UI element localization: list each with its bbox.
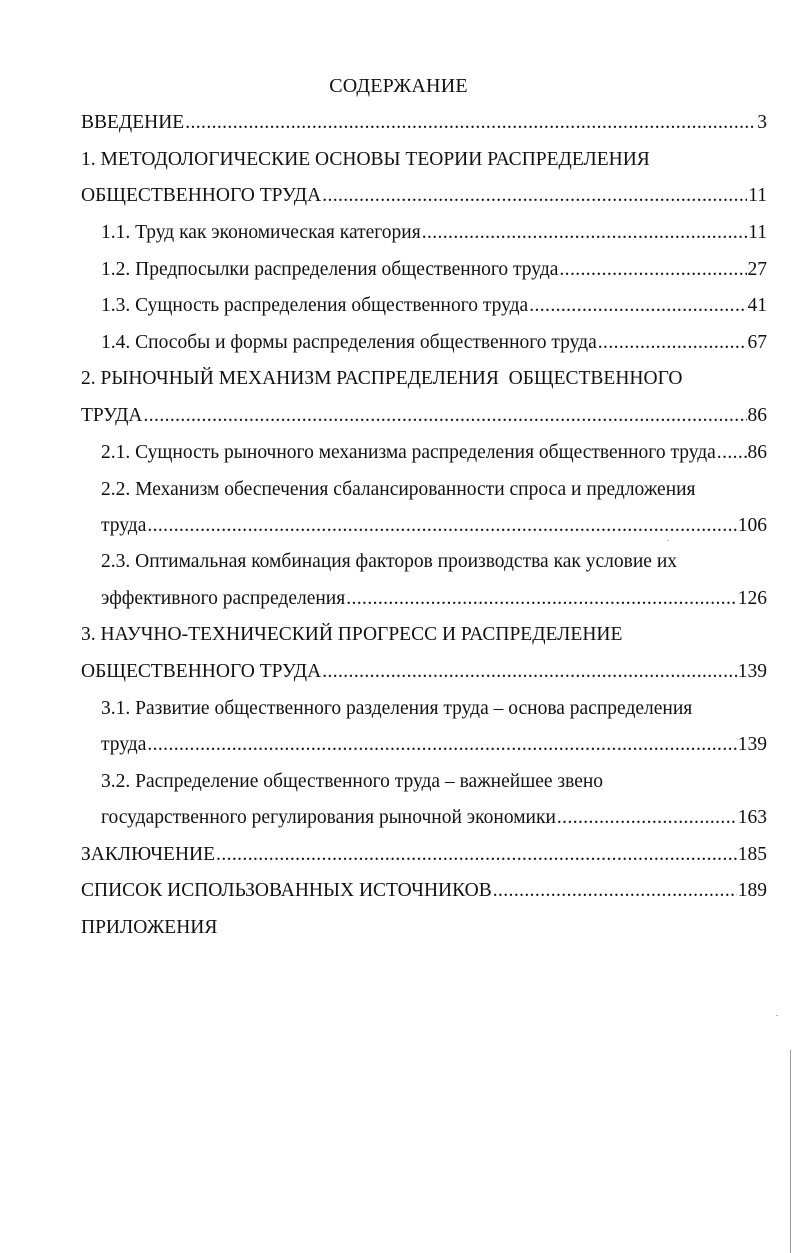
toc-entry-3-1[interactable] — [101, 732, 767, 758]
toc-entry-chapter-1[interactable] — [81, 183, 767, 209]
toc-entry-2-3[interactable] — [101, 586, 767, 612]
toc-entry-page: 126 — [737, 588, 767, 609]
toc-entry-2-3-line1[interactable]: 2.3. Оптимальная комбинация факторов производства как условие их — [101, 551, 678, 572]
scan-edge-line — [790, 1050, 791, 1253]
toc-chapter-3-heading[interactable]: 3. НАУЧНО-ТЕХНИЧЕСКИЙ ПРОГРЕСС И РАСПРЕДЕЛЕНИЕ — [81, 624, 623, 645]
toc-entry-references[interactable] — [81, 878, 767, 904]
toc-entry-page: 189 — [737, 880, 767, 901]
toc-chapter-1-heading[interactable]: 1. МЕТОДОЛОГИЧЕСКИЕ ОСНОВЫ ТЕОРИИ РАСПРЕДЕЛЕНИЯ — [81, 149, 650, 170]
toc-entry-1-3[interactable] — [101, 293, 767, 319]
toc-leader-dots — [529, 293, 746, 319]
toc-chapter-2-heading[interactable]: 2. РЫНОЧНЫЙ МЕХАНИЗМ РАСПРЕДЕЛЕНИЯ ОБЩЕСТВЕННОГО — [81, 368, 683, 389]
toc-entry-introduction[interactable] — [81, 110, 767, 136]
toc-leader-dots — [717, 440, 747, 466]
toc-leader-dots — [557, 805, 737, 831]
toc-entry-page: 185 — [737, 844, 767, 865]
toc-entry-1-4[interactable] — [101, 330, 767, 356]
toc-entry-text: государственного регулирования рыночной экономики — [101, 807, 556, 828]
toc-entry-text: ОБЩЕСТВЕННОГО ТРУДА — [81, 185, 322, 206]
toc-entry-conclusion[interactable] — [81, 842, 767, 868]
toc-entry-text: 1.3. Сущность распределения общественного труда — [101, 295, 529, 316]
toc-entry-page: 11 — [748, 185, 767, 206]
toc-leader-dots — [559, 257, 746, 283]
toc-leader-dots — [422, 220, 748, 246]
toc-entry-2-2-line1[interactable]: 2.2. Механизм обеспечения сбалансированности спроса и предложения — [101, 479, 696, 500]
toc-leader-dots — [598, 330, 747, 356]
toc-entry-chapter-3[interactable] — [81, 659, 767, 685]
toc-leader-dots — [185, 110, 756, 136]
toc-entry-3-2[interactable] — [101, 805, 767, 831]
toc-entry-page: 67 — [747, 332, 767, 353]
toc-entry-text: эффективного распределения — [101, 588, 346, 609]
toc-leader-dots — [322, 183, 747, 209]
toc-entry-page: 86 — [747, 442, 767, 463]
toc-entry-page: 139 — [737, 661, 767, 682]
toc-entry-page: 11 — [748, 222, 767, 243]
toc-entry-page: 3 — [757, 112, 767, 133]
toc-leader-dots — [493, 878, 737, 904]
toc-leader-dots — [322, 659, 737, 685]
scan-speck — [776, 1015, 778, 1016]
toc-entry-text: ВВЕДЕНИЕ — [81, 112, 185, 133]
toc-entry-text: ОБЩЕСТВЕННОГО ТРУДА — [81, 661, 322, 682]
toc-entry-1-1[interactable] — [101, 220, 767, 246]
toc-leader-dots — [147, 513, 736, 539]
toc-entry-3-2-line1[interactable]: 3.2. Распределение общественного труда – важнейшее звено — [101, 771, 604, 792]
toc-entry-text: ТРУДА — [81, 405, 143, 426]
toc-entry-page: 139 — [737, 734, 767, 755]
toc-leader-dots — [346, 586, 737, 612]
toc-entry-text: СПИСОК ИСПОЛЬЗОВАННЫХ ИСТОЧНИКОВ — [81, 880, 492, 901]
toc-entry-page: 106 — [737, 515, 767, 536]
toc-entry-text: 2.1. Сущность рыночного механизма распределения общественного труда — [101, 442, 716, 463]
toc-entry-text: труда — [101, 515, 147, 536]
toc-title: СОДЕРЖАНИЕ — [329, 75, 468, 97]
toc-entry-page: 163 — [737, 807, 767, 828]
toc-entry-page: 27 — [747, 259, 767, 280]
scan-speck — [667, 540, 669, 541]
toc-entry-3-1-line1[interactable]: 3.1. Развитие общественного разделения труда – основа распределения — [101, 698, 693, 719]
toc-entry-text: 1.4. Способы и формы распределения общественного труда — [101, 332, 597, 353]
toc-entry-page: 86 — [747, 405, 767, 426]
toc-entry-appendices[interactable]: ПРИЛОЖЕНИЯ — [81, 917, 218, 938]
toc-leader-dots — [147, 732, 736, 758]
toc-entry-page: 41 — [747, 295, 767, 316]
toc-entry-chapter-2[interactable] — [81, 403, 767, 429]
toc-entry-2-2[interactable] — [101, 513, 767, 539]
toc-entry-text: ЗАКЛЮЧЕНИЕ — [81, 844, 216, 865]
toc-entry-text: труда — [101, 734, 147, 755]
toc-leader-dots — [144, 403, 747, 429]
toc-entry-text: 1.2. Предпосылки распределения общественного труда — [101, 259, 559, 280]
toc-leader-dots — [216, 842, 737, 868]
toc-entry-2-1[interactable] — [101, 440, 767, 466]
toc-entry-1-2[interactable] — [101, 257, 767, 283]
toc-entry-text: 1.1. Труд как экономическая категория — [101, 222, 421, 243]
